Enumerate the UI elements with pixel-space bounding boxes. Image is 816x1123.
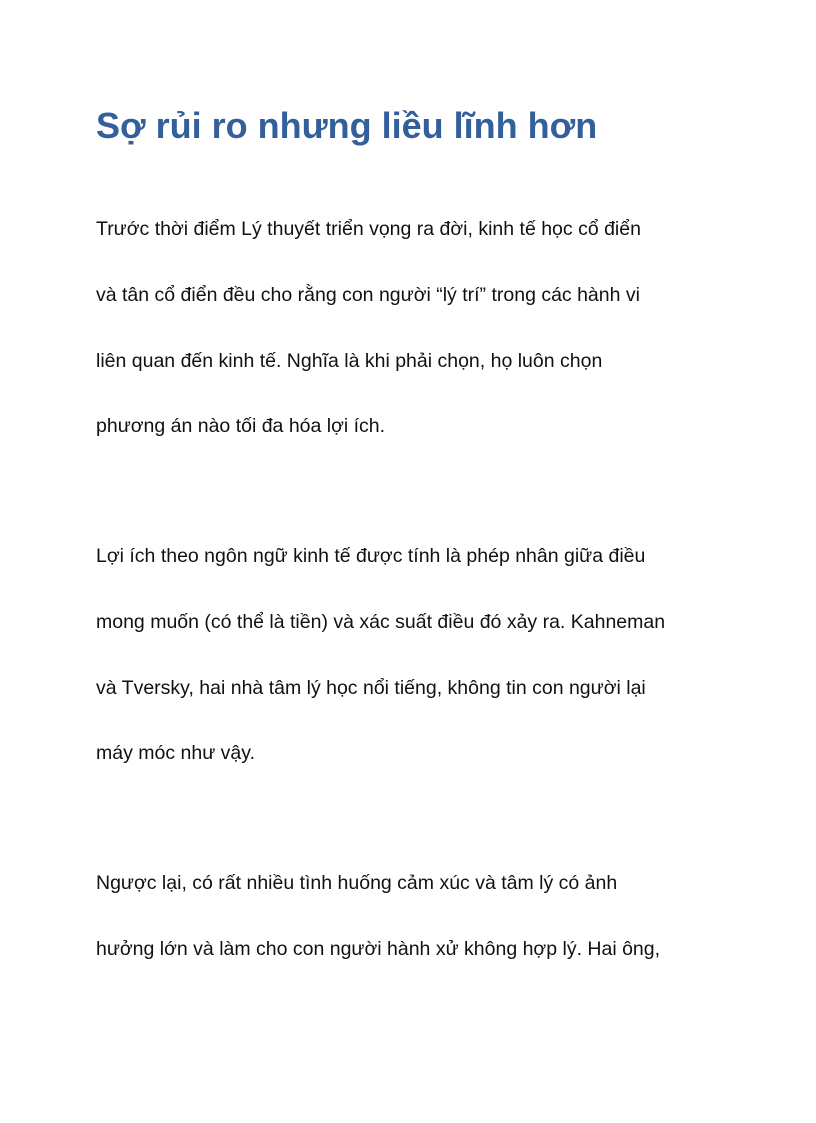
- paragraph-line: Trước thời điểm Lý thuyết triển vọng ra đời, kinh tế học cổ điển: [96, 218, 641, 240]
- paragraph-line: hưởng lớn và làm cho con người hành xử không hợp lý. Hai ông,: [96, 938, 661, 960]
- paragraph-line: phương án nào tối đa hóa lợi ích.: [96, 415, 386, 437]
- paragraph-line: và tân cổ điển đều cho rằng con người “lý trí” trong các hành vi: [96, 284, 640, 306]
- paragraph-line: Ngược lại, có rất nhiều tình huống cảm xúc và tâm lý có ảnh: [96, 872, 618, 894]
- paragraph-line: máy móc như vậy.: [96, 742, 255, 764]
- document-title: Sợ rủi ro nhưng liều lĩnh hơn: [96, 105, 598, 146]
- paragraph-line: liên quan đến kinh tế. Nghĩa là khi phải chọn, họ luôn chọn: [96, 350, 603, 372]
- paragraph-line: Lợi ích theo ngôn ngữ kinh tế được tính là phép nhân giữa điều: [96, 545, 646, 567]
- paragraph-line: mong muốn (có thể là tiền) và xác suất điều đó xảy ra. Kahneman: [96, 611, 666, 633]
- paragraph-line: và Tversky, hai nhà tâm lý học nổi tiếng, không tin con người lại: [96, 677, 646, 699]
